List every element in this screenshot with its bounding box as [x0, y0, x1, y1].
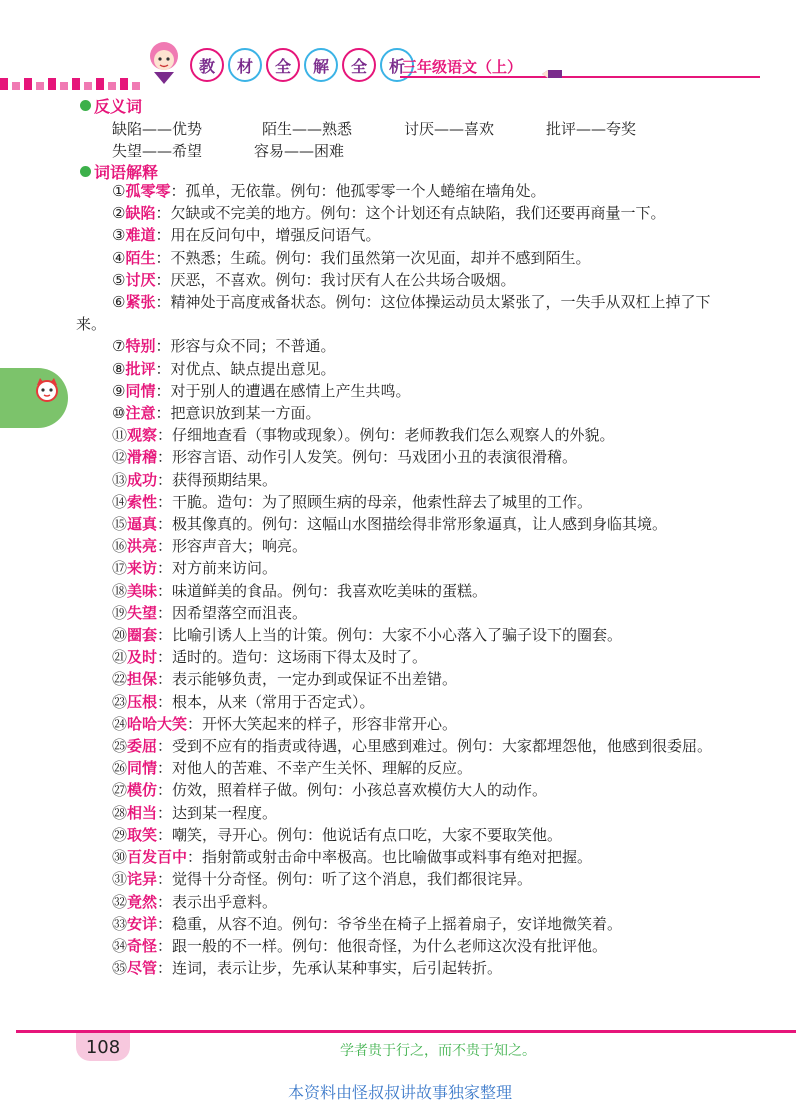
glossary-entry — [76, 846, 736, 868]
title-char: 析 — [380, 48, 414, 82]
entry-definition: ：形容声音大；响亮。 — [157, 537, 308, 556]
entry-number: ⑧ — [112, 359, 126, 378]
glossary-entry — [76, 202, 736, 224]
entry-term: 滑稽 — [127, 448, 158, 467]
entry-definition: ：达到某一程度。 — [157, 803, 278, 822]
grade-label: 三年级语文（上） — [402, 58, 523, 76]
entry-term: 哈哈大笑 — [127, 714, 188, 733]
antonym-pair: 讨厌——喜欢 — [404, 120, 495, 138]
glossary-entry — [76, 935, 736, 957]
entry-term: 讨厌 — [125, 270, 156, 289]
footer-motto: 学者贵于行之，而不贵于知之。 — [340, 1043, 536, 1059]
entry-number: ⑮ — [112, 515, 128, 534]
entry-number: ㉔ — [112, 714, 128, 733]
entry-number: ㉞ — [112, 936, 128, 955]
glossary-entry — [76, 269, 736, 291]
entry-definition: ：跟一般的不一样。例句：他很奇怪，为什么老师这次没有批评他。 — [157, 936, 608, 955]
antonym-pair: 失望——希望 — [112, 142, 203, 160]
glossary-entry — [76, 668, 736, 690]
entry-number: ⑩ — [112, 404, 126, 423]
glossary-entry — [76, 424, 736, 446]
glossary-entry — [76, 380, 736, 402]
entry-definition: ：觉得十分奇怪。例句：听了这个消息，我们都很诧异。 — [157, 870, 533, 889]
antonym-pair: 容易——困难 — [254, 142, 345, 160]
bullet-dot-icon — [80, 166, 91, 177]
entry-definition: ：根本，从来（常用于否定式）。 — [157, 692, 375, 711]
entry-term: 委屈 — [127, 737, 158, 756]
entry-term: 成功 — [127, 470, 158, 489]
entry-number: ㉑ — [112, 648, 128, 667]
entry-number: ㉜ — [112, 892, 128, 911]
glossary-entry — [76, 535, 736, 557]
entry-term: 同情 — [127, 759, 158, 778]
entry-number: ⑥ — [112, 293, 126, 312]
entry-term: 紧张 — [125, 293, 156, 312]
entry-number: ③ — [112, 226, 126, 245]
antonyms-heading-text: 反义词 — [94, 97, 143, 116]
entry-definition: ：仿效，照着样子做。例句：小孩总喜欢模仿大人的动作。 — [157, 781, 548, 800]
glossary-entry — [76, 691, 736, 713]
glossary-entry — [76, 957, 736, 979]
entry-number: ⑫ — [112, 448, 128, 467]
glossary-entry — [76, 779, 736, 801]
page-header — [0, 30, 800, 100]
entry-number: ① — [112, 182, 126, 200]
entry-definition: ：用在反问句中，增强反问语气。 — [155, 226, 381, 245]
entry-definition: ：比喻引诱人上当的计策。例句：大家不小心落入了骗子设下的圈套。 — [157, 626, 623, 645]
entry-definition: ：对他人的苦难、不幸产生关怀、理解的反应。 — [157, 759, 473, 778]
entry-definition: ：欠缺或不完美的地方。例句：这个计划还有点缺陷，我们还要再商量一下。 — [155, 204, 666, 223]
entry-term: 失望 — [127, 603, 158, 622]
book-title — [190, 48, 418, 82]
title-char: 解 — [304, 48, 338, 82]
antonym-pair: 缺陷——优势 — [112, 120, 203, 138]
entry-term: 担保 — [127, 670, 158, 689]
entry-number: ⑳ — [112, 626, 128, 645]
entry-number: ㉘ — [112, 803, 128, 822]
glossary-entry — [76, 335, 736, 357]
entry-number: ㉛ — [112, 870, 128, 889]
entry-definition: ：受到不应有的指责或待遇，心里感到难过。例句：大家都埋怨他，他感到很委屈。 — [157, 737, 713, 756]
entry-term: 洪亮 — [127, 537, 158, 556]
entry-definition: ：稳重，从容不迫。例句：爷爷坐在椅子上摇着扇子，安详地微笑着。 — [157, 914, 623, 933]
glossary-entry — [76, 224, 736, 246]
entry-definition: ：对于别人的遭遇在感情上产生共鸣。 — [155, 381, 411, 400]
entry-definition: ：表示出乎意料。 — [157, 892, 278, 911]
entry-number: ㉙ — [112, 825, 128, 844]
glossary-entry — [76, 358, 736, 380]
entry-number: ㉚ — [112, 848, 128, 867]
glossary-entry — [76, 802, 736, 824]
entry-term: 美味 — [127, 581, 158, 600]
glossary-entry — [76, 247, 736, 269]
entry-number: ⑯ — [112, 537, 128, 556]
entry-number: ⑰ — [112, 559, 128, 578]
entry-number: ㉕ — [112, 737, 128, 756]
entry-number: ㉟ — [112, 959, 128, 978]
entry-number: ⑨ — [112, 381, 126, 400]
entry-definition: ：连词，表示让步，先承认某种事实，后引起转折。 — [157, 959, 503, 978]
entry-definition: ：极其像真的。例句：这幅山水图描绘得非常形象逼真，让人感到身临其境。 — [157, 515, 668, 534]
glossary-entry — [76, 868, 736, 890]
entry-term: 取笑 — [127, 825, 158, 844]
entry-definition: ：对优点、缺点提出意见。 — [155, 359, 336, 378]
entry-term: 竟然 — [127, 892, 158, 911]
entry-number: ⑪ — [112, 426, 128, 445]
entry-term: 索性 — [127, 492, 158, 511]
entry-definition: ：获得预期结果。 — [157, 470, 278, 489]
entry-term: 难道 — [125, 226, 156, 245]
entry-term: 来访 — [127, 559, 158, 578]
girl-mascot-icon — [142, 38, 186, 86]
glossary-entry — [76, 491, 736, 513]
entry-term: 圈套 — [127, 626, 158, 645]
glossary-entry — [76, 180, 736, 202]
entry-definition: ：干脆。造句：为了照顾生病的母亲，他索性辞去了城里的工作。 — [157, 492, 593, 511]
entry-term: 孤零零 — [125, 182, 171, 200]
glossary-entry — [76, 580, 736, 602]
entry-number: ㉗ — [112, 781, 128, 800]
antonyms-heading — [80, 94, 142, 117]
credit-line: 本资料由怪叔叔讲故事独家整理 — [287, 1083, 512, 1102]
entry-number: ⑲ — [112, 603, 128, 622]
bullet-dot-icon — [80, 100, 91, 111]
entry-term: 同情 — [125, 381, 156, 400]
entry-definition: ：指射箭或射击命中率极高。也比喻做事或料事有绝对把握。 — [187, 848, 593, 867]
entry-number: ⑬ — [112, 470, 128, 489]
entry-definition: ：味道鲜美的食品。例句：我喜欢吃美味的蛋糕。 — [157, 581, 488, 600]
entry-term: 安详 — [127, 914, 158, 933]
entry-number: ㉒ — [112, 670, 128, 689]
entry-definition: ：精神处于高度戒备状态。例句：这位体操运动员太紧张了，一失手从双杠上掉了下来。 — [76, 293, 711, 334]
entry-term: 陌生 — [125, 248, 156, 267]
entry-term: 诧异 — [127, 870, 158, 889]
entry-number: ㉓ — [112, 692, 128, 711]
glossary-entry — [76, 891, 736, 913]
entry-term: 及时 — [127, 648, 158, 667]
entry-definition: ：形容与众不同；不普通。 — [155, 337, 336, 356]
entry-term: 奇怪 — [127, 936, 158, 955]
title-char: 教 — [190, 48, 224, 82]
entry-definition: ：孤单，无依靠。例句：他孤零零一个人蜷缩在墙角处。 — [170, 182, 546, 200]
entry-term: 尽管 — [127, 959, 158, 978]
entry-definition: ：适时的。造句：这场雨下得太及时了。 — [157, 648, 428, 667]
footer-rule — [16, 1030, 796, 1033]
antonym-pair: 陌生——熟悉 — [262, 120, 353, 138]
decorative-stripe — [0, 78, 150, 90]
entry-term: 缺陷 — [125, 204, 156, 223]
title-char: 全 — [342, 48, 376, 82]
entry-definition: ：把意识放到某一方面。 — [155, 404, 321, 423]
entry-term: 逼真 — [127, 515, 158, 534]
glossary-entry — [76, 824, 736, 846]
entry-term: 观察 — [127, 426, 158, 445]
entry-number: ㉖ — [112, 759, 128, 778]
cat-face-icon — [34, 376, 60, 402]
entry-term: 相当 — [127, 803, 158, 822]
entry-number: ⑤ — [112, 270, 126, 289]
pencil-icon — [540, 68, 564, 80]
glossary-entry — [76, 446, 736, 468]
glossary-entry — [76, 513, 736, 535]
entry-term: 压根 — [127, 692, 158, 711]
entry-definition: ：开怀大笑起来的样子，形容非常开心。 — [187, 714, 458, 733]
entry-term: 模仿 — [127, 781, 158, 800]
entry-definition: ：仔细地查看（事物或现象）。例句：老师教我们怎么观察人的外貌。 — [157, 426, 615, 445]
antonym-row — [112, 118, 636, 139]
antonym-pair: 批评——夸奖 — [546, 120, 637, 138]
glossary-list — [76, 180, 736, 979]
entry-term: 特别 — [125, 337, 156, 356]
entry-definition: ：嘲笑，寻开心。例句：他说话有点口吃，大家不要取笑他。 — [157, 825, 563, 844]
glossary-entry — [76, 646, 736, 668]
entry-number: ㉝ — [112, 914, 128, 933]
entry-term: 注意 — [125, 404, 156, 423]
entry-number: ④ — [112, 248, 126, 267]
entry-definition: ：因希望落空而沮丧。 — [157, 603, 308, 622]
glossary-entry — [76, 735, 736, 757]
header-rule — [400, 76, 760, 78]
glossary-entry — [76, 291, 736, 335]
entry-definition: ：厌恶，不喜欢。例句：我讨厌有人在公共场合吸烟。 — [155, 270, 516, 289]
entry-number: ⑦ — [112, 337, 126, 356]
glossary-entry — [76, 913, 736, 935]
entry-definition: ：形容言语、动作引人发笑。例句：马戏团小丑的表演很滑稽。 — [157, 448, 578, 467]
entry-term: 百发百中 — [127, 848, 188, 867]
glossary-entry — [76, 757, 736, 779]
glossary-entry — [76, 713, 736, 735]
glossary-entry — [76, 402, 736, 424]
entry-number: ② — [112, 204, 126, 223]
glossary-entry — [76, 602, 736, 624]
title-char: 全 — [266, 48, 300, 82]
entry-number: ⑭ — [112, 492, 128, 511]
antonym-row — [112, 140, 344, 161]
entry-definition: ：不熟悉；生疏。例句：我们虽然第一次见面，却并不感到陌生。 — [155, 248, 591, 267]
page-number: 108 — [76, 1033, 130, 1061]
entry-number: ⑱ — [112, 581, 128, 600]
glossary-entry — [76, 624, 736, 646]
glossary-heading-text: 词语解释 — [94, 163, 159, 182]
glossary-entry — [76, 557, 736, 579]
glossary-entry — [76, 469, 736, 491]
entry-definition: ：表示能够负责，一定办到或保证不出差错。 — [157, 670, 458, 689]
title-char: 材 — [228, 48, 262, 82]
entry-term: 批评 — [125, 359, 156, 378]
entry-definition: ：对方前来访问。 — [157, 559, 278, 578]
